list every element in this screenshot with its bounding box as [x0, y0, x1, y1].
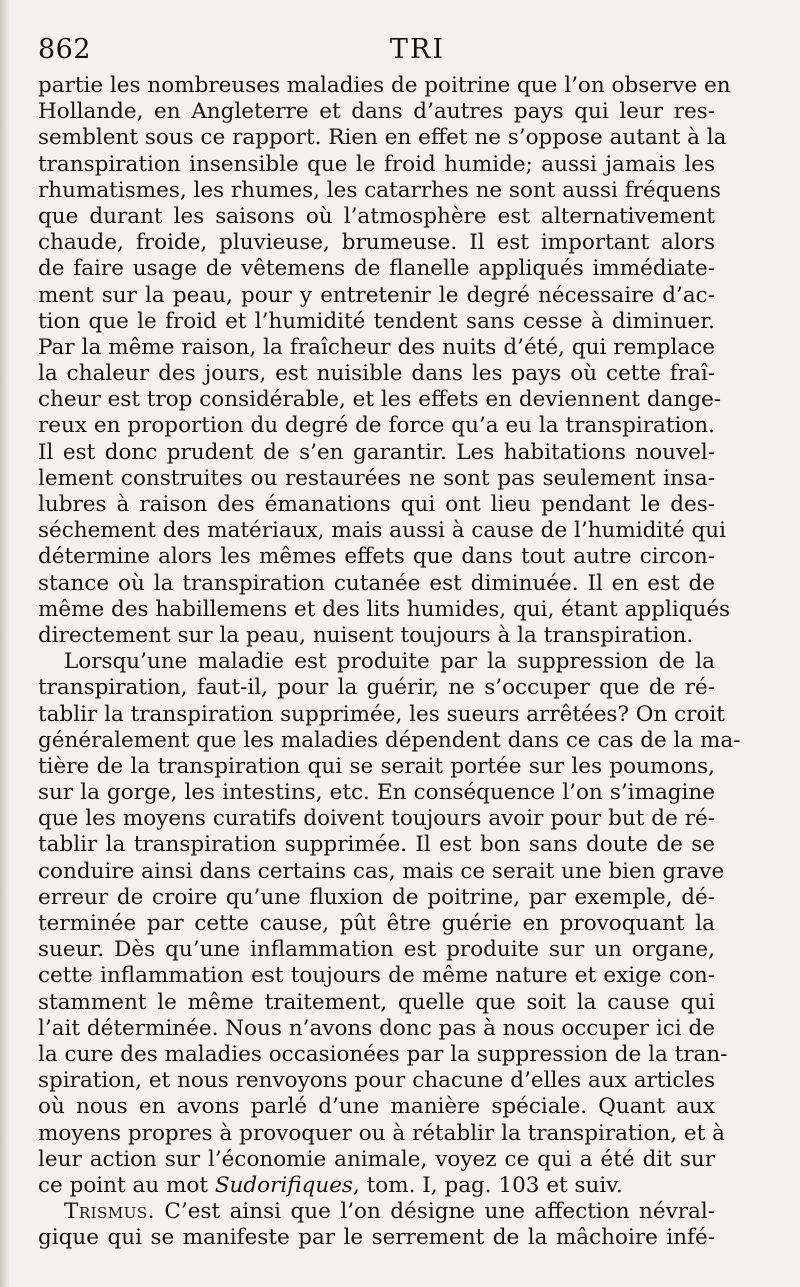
text-line: stance où la transpiration cutanée est diminuée. Il en est de	[38, 570, 715, 596]
paragraph-start-line: Lorsqu’une maladie est produite par la suppression de la	[64, 649, 715, 675]
text-line: de faire usage de vêtemens de flanelle appliqués immédiate-	[38, 256, 715, 282]
text-line: l’ait déterminée. Nous n’avons donc pas à nous occuper ici de	[38, 1015, 715, 1041]
entry-text: C’est ainsi que l’on désigne une affection névral-	[154, 1199, 715, 1225]
reference-text: ce point au mot	[38, 1172, 215, 1198]
page-edge-shadow	[0, 0, 10, 1287]
text-line: lubres à raison des émanations qui ont lieu pendant le des-	[38, 492, 715, 517]
text-line: stamment le même traitement, quelle que soit la cause qui	[38, 989, 715, 1015]
text-line: Hollande, en Angleterre et dans d’autres pays qui leur res-	[38, 99, 715, 125]
text-line: la chaleur des jours, est nuisible dans les pays où cette fraî-	[38, 361, 715, 387]
text-line: tablir la transpiration supprimée, les sueurs arrêtées? On croit	[38, 701, 725, 727]
text-line: reux en proportion du degré de force qu’a eu la transpiration.	[38, 413, 715, 439]
text-line: séchement des matériaux, mais aussi à cause de l’humidité qui	[38, 518, 726, 544]
text-line: conduire ainsi dans certains cas, mais ce serait une bien grave	[38, 858, 725, 884]
text-line: détermine alors les mêmes effets que dans tout autre circon-	[38, 544, 715, 570]
text-line: erreur de croire qu’une fluxion de poitrine, par exemple, dé-	[38, 884, 715, 910]
body-text	[38, 73, 741, 1251]
text-line: terminée par cette cause, pût être guérie en provoquant la	[38, 911, 715, 936]
text-line: leur action sur l’économie animale, voyez ce qui a été dit sur	[38, 1146, 715, 1172]
text-line: transpiration, faut-il, pour la guérir, ne s’occuper que de ré-	[38, 675, 715, 701]
text-line: que les moyens curatifs doivent toujours avoir pour but de ré-	[38, 806, 715, 832]
text-line: tion que le froid et l’humidité tendent sans cesse à diminuer.	[38, 308, 715, 334]
text-line: chaude, froide, pluvieuse, brumeuse. Il est important alors	[38, 230, 715, 256]
text-line: lement construites ou restaurées ne sont pas seulement insa-	[38, 465, 715, 491]
page-number: 862	[38, 34, 92, 65]
text-line: semblent sous ce rapport. Rien en effet ne s’oppose autant à la	[38, 125, 727, 151]
text-line: spiration, et nous renvoyons pour chacune d’elles aux articles	[38, 1068, 715, 1094]
text-line: sur la gorge, les intestins, etc. En conséquence l’on s’imagine	[38, 780, 715, 806]
running-head: TRI	[390, 34, 446, 65]
text-line: partie les nombreuses maladies de poitrine que l’on observe en	[38, 73, 731, 98]
text-line: généralement que les maladies dépendent dans ce cas de la ma-	[38, 727, 741, 753]
text-line: même des habillemens et des lits humides, qui, étant appliqués	[38, 596, 731, 622]
entry-headword: Trismus.	[64, 1199, 155, 1225]
text-line: directement sur la peau, nuisent toujours à la transpiration.	[38, 622, 694, 648]
text-line: cheur est trop considérable, et les effets en deviennent dange-	[38, 387, 722, 413]
text-line: rhumatismes, les rhumes, les catarrhes ne sont aussi fréquens	[38, 177, 721, 203]
text-line: que durant les saisons où l’atmosphère est alternativement	[38, 203, 715, 229]
text-line: la cure des maladies occasionées par la suppression de la tran-	[38, 1041, 728, 1067]
reference-citation: , tom. I, pag. 103 et suiv.	[352, 1172, 623, 1198]
text-line: tière de la transpiration qui se serait portée sur les poumons,	[38, 753, 715, 779]
text-line: ment sur la peau, pour y entretenir le degré nécessaire d’ac-	[38, 282, 715, 308]
text-line: sueur. Dès qu’une inflammation est produite sur un organe,	[38, 937, 715, 963]
entry-start-line	[38, 1199, 715, 1225]
text-line: moyens propres à provoquer ou à rétablir la transpiration, et à	[38, 1120, 725, 1146]
text-line: transpiration insensible que le froid humide; aussi jamais les	[38, 151, 715, 177]
text-line: tablir la transpiration supprimée. Il est bon sans doute de se	[38, 832, 715, 858]
text-line: Il est donc prudent de s’en garantir. Les habitations nouvel-	[38, 439, 715, 465]
cross-reference-term: Sudorifiques	[214, 1172, 353, 1198]
text-line-with-reference	[38, 1173, 715, 1199]
page-header	[38, 30, 750, 66]
text-line: Par la même raison, la fraîcheur des nuits d’été, qui remplace	[38, 334, 715, 360]
text-line: cette inflammation est toujours de même nature et exige con-	[38, 963, 715, 989]
text-line: où nous en avons parlé d’une manière spéciale. Quant aux	[38, 1094, 715, 1120]
text-line: gique qui se manifeste par le serrement de la mâchoire infé-	[38, 1225, 715, 1251]
